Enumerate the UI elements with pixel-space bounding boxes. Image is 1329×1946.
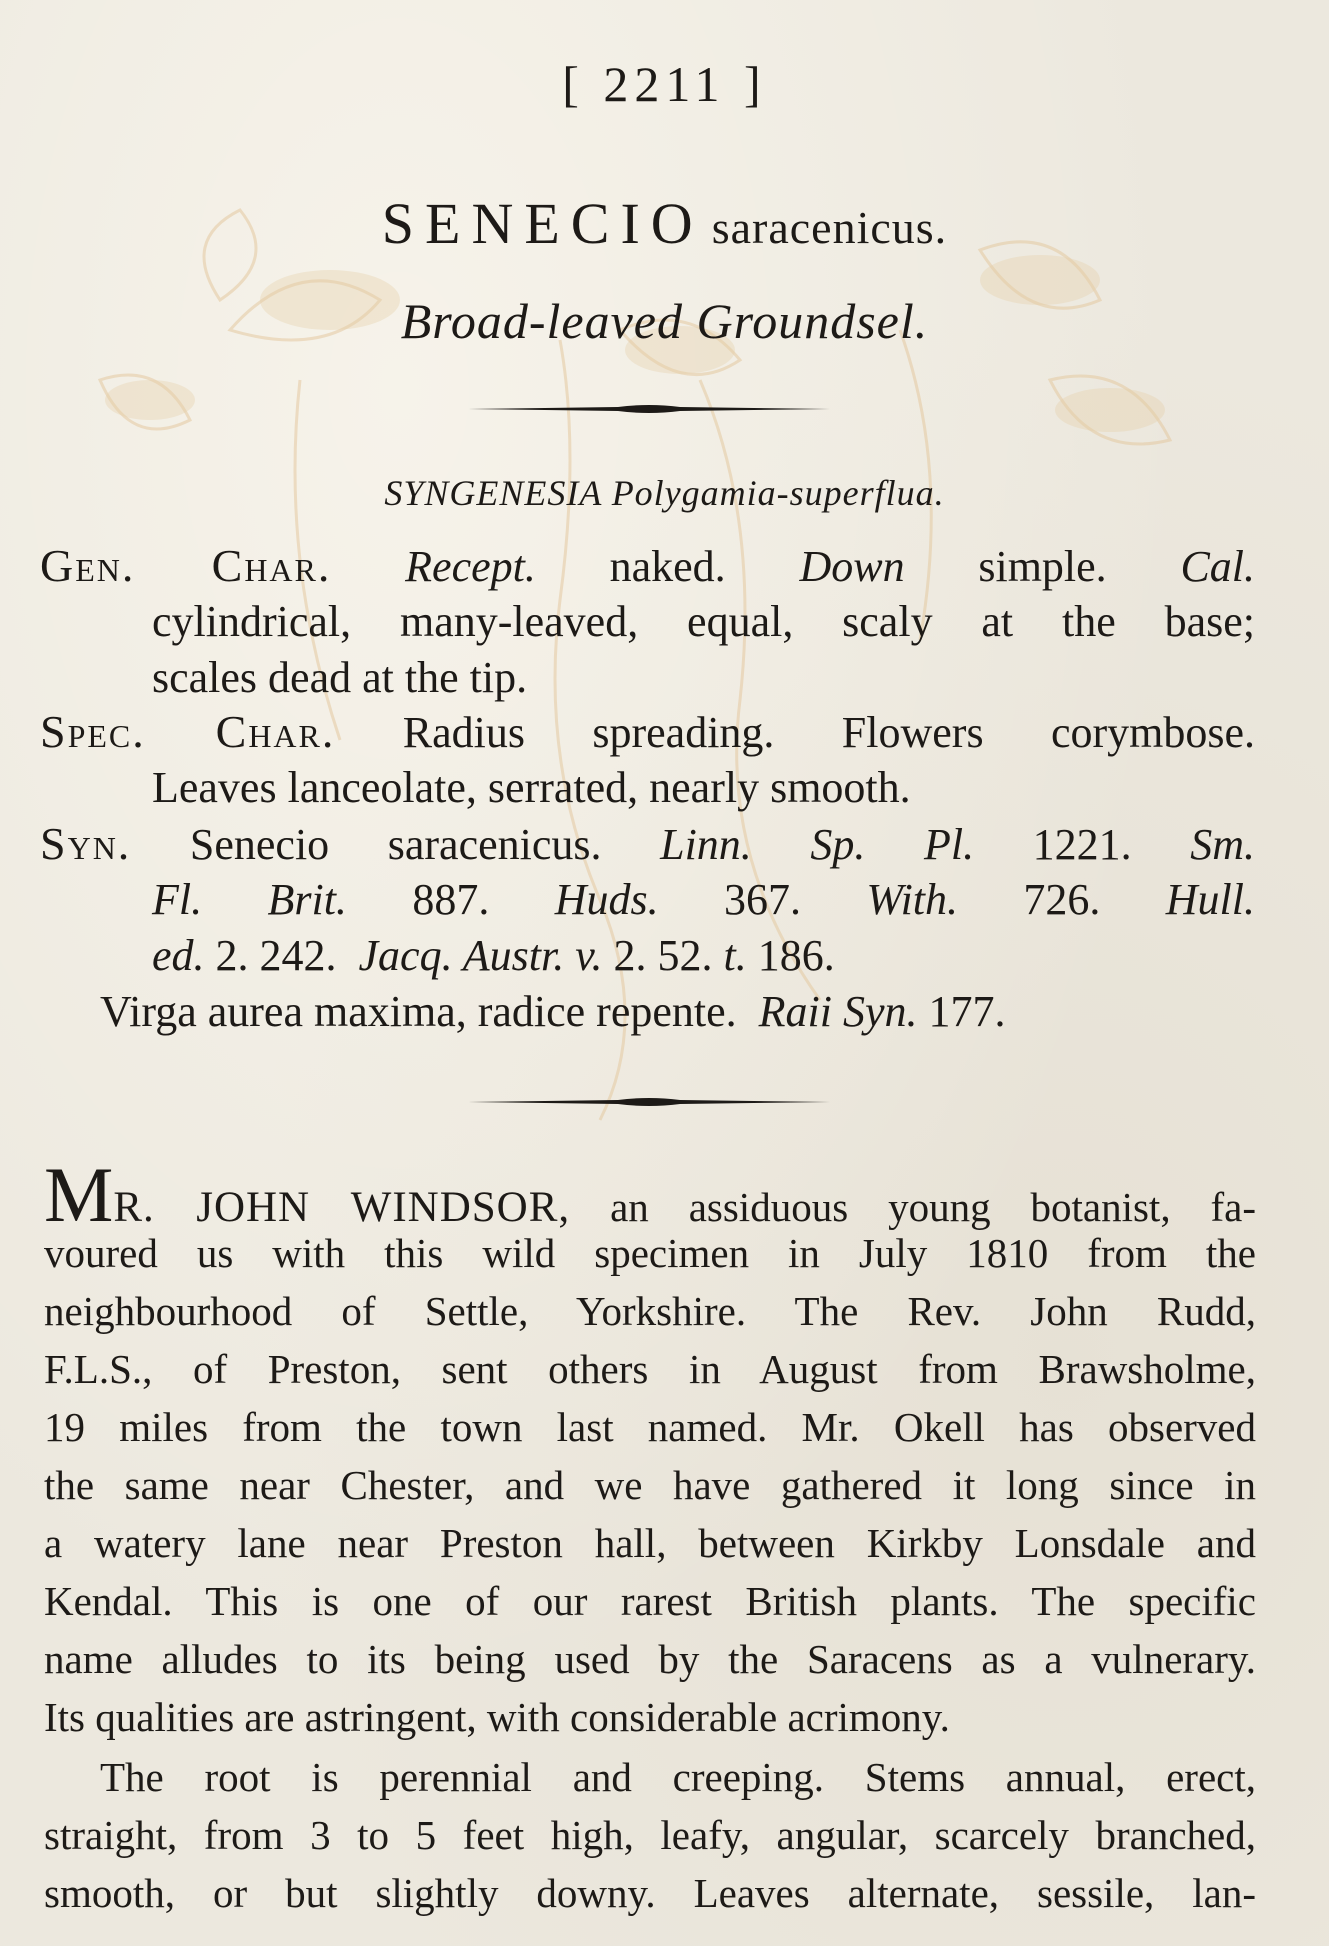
body-text-span: an assiduous young botanist, fa- bbox=[610, 1184, 1256, 1230]
syn-citation: Sm. bbox=[1190, 820, 1255, 869]
syn-citation: t. bbox=[723, 931, 747, 980]
syn-text: 2. 242. bbox=[215, 931, 337, 980]
linnaean-order: Polygamia-superflua. bbox=[611, 473, 945, 513]
gen-char-text: simple. bbox=[978, 542, 1107, 591]
ornamental-rule bbox=[468, 1095, 830, 1109]
syn-citation: Hull. bbox=[1165, 875, 1256, 924]
spec-char-line-2: Leaves lanceolate, serrated, nearly smooth. bbox=[152, 763, 911, 812]
syn-citation: Linn. Sp. Pl. bbox=[660, 820, 975, 869]
syn-citation: With. bbox=[866, 875, 959, 924]
body-line bbox=[44, 1151, 1256, 1238]
syn-line-3 bbox=[152, 930, 835, 982]
ornamental-rule bbox=[468, 402, 830, 416]
gen-char-term: Cal. bbox=[1180, 542, 1256, 591]
syn-text: 177. bbox=[928, 987, 1006, 1036]
body-line: a watery lane near Preston hall, between Kirkby Lonsdale and bbox=[44, 1520, 1256, 1566]
syn-text: Senecio saracenicus. bbox=[189, 820, 602, 869]
species-title bbox=[0, 190, 1329, 257]
syn-citation: Fl. Brit. bbox=[152, 875, 347, 924]
body-line: voured us with this wild specimen in July 1810 from the bbox=[44, 1230, 1256, 1276]
syn-text: 186. bbox=[757, 931, 835, 980]
body-line: F.L.S., of Preston, sent others in August from Brawsholme, bbox=[44, 1346, 1256, 1392]
linnaean-class: SYNGENESIA bbox=[384, 473, 602, 513]
syn-text: 887. bbox=[412, 875, 490, 924]
syn-text: 726. bbox=[1023, 875, 1101, 924]
gen-char-term: Recept. bbox=[405, 542, 536, 591]
gen-char-line-1 bbox=[40, 540, 1255, 593]
syn-line-1 bbox=[40, 818, 1255, 871]
syn-text: 2. 52. bbox=[613, 931, 713, 980]
syn-citation: ed. bbox=[152, 931, 205, 980]
body-line: the same near Chester, and we have gathered it long since in bbox=[44, 1462, 1256, 1508]
syn-citation: Raii Syn. bbox=[758, 987, 918, 1036]
syn-line-2 bbox=[152, 874, 1255, 926]
linnaean-classification bbox=[0, 472, 1329, 514]
body-line: The root is perennial and creeping. Stems annual, erect, bbox=[100, 1754, 1256, 1800]
gen-char-text: naked. bbox=[609, 542, 726, 591]
body-line: neighbourhood of Settle, Yorkshire. The Rev. John Rudd, bbox=[44, 1288, 1256, 1334]
body-line: name alludes to its being used by the Saracens as a vulnerary. bbox=[44, 1636, 1256, 1682]
body-line: 19 miles from the town last named. Mr. Okell has observed bbox=[44, 1404, 1256, 1450]
body-line: Its qualities are astringent, with considerable acrimony. bbox=[44, 1694, 950, 1740]
gen-char-label: Gen. Char. bbox=[40, 540, 332, 591]
author-name: R. JOHN WINDSOR, bbox=[113, 1184, 571, 1231]
spec-char-label: Spec. Char. bbox=[40, 706, 336, 757]
syn-text: 1221. bbox=[1032, 820, 1132, 869]
syn-citation: Jacq. Austr. v. bbox=[358, 931, 603, 980]
page-number: [ 2211 ] bbox=[562, 56, 767, 112]
body-line: Kendal. This is one of our rarest British plants. The specific bbox=[44, 1578, 1256, 1624]
syn-citation: Huds. bbox=[554, 875, 659, 924]
syn-text: 367. bbox=[723, 875, 801, 924]
syn-line-4 bbox=[100, 986, 1006, 1038]
drop-cap: M bbox=[44, 1151, 114, 1238]
body-line: straight, from 3 to 5 feet high, leafy, angular, scarcely branched, bbox=[44, 1812, 1256, 1858]
gen-char-line-2: cylindrical, many-leaved, equal, scaly at the base; bbox=[152, 597, 1255, 646]
body-line: smooth, or but slightly downy. Leaves alternate, sessile, lan- bbox=[44, 1870, 1256, 1916]
common-name: Broad-leaved Groundsel. bbox=[400, 293, 929, 349]
gen-char-term: Down bbox=[799, 542, 905, 591]
spec-char-line-1 bbox=[40, 706, 1255, 759]
species-name: saracenicus. bbox=[711, 202, 948, 253]
gen-char-line-3: scales dead at the tip. bbox=[152, 653, 528, 702]
spec-char-text: Radius spreading. Flowers corymbose. bbox=[402, 708, 1255, 757]
syn-text: Virga aurea maxima, radice repente. bbox=[100, 987, 737, 1036]
syn-label: Syn. bbox=[40, 818, 132, 869]
genus-name: SENECIO bbox=[381, 191, 704, 256]
